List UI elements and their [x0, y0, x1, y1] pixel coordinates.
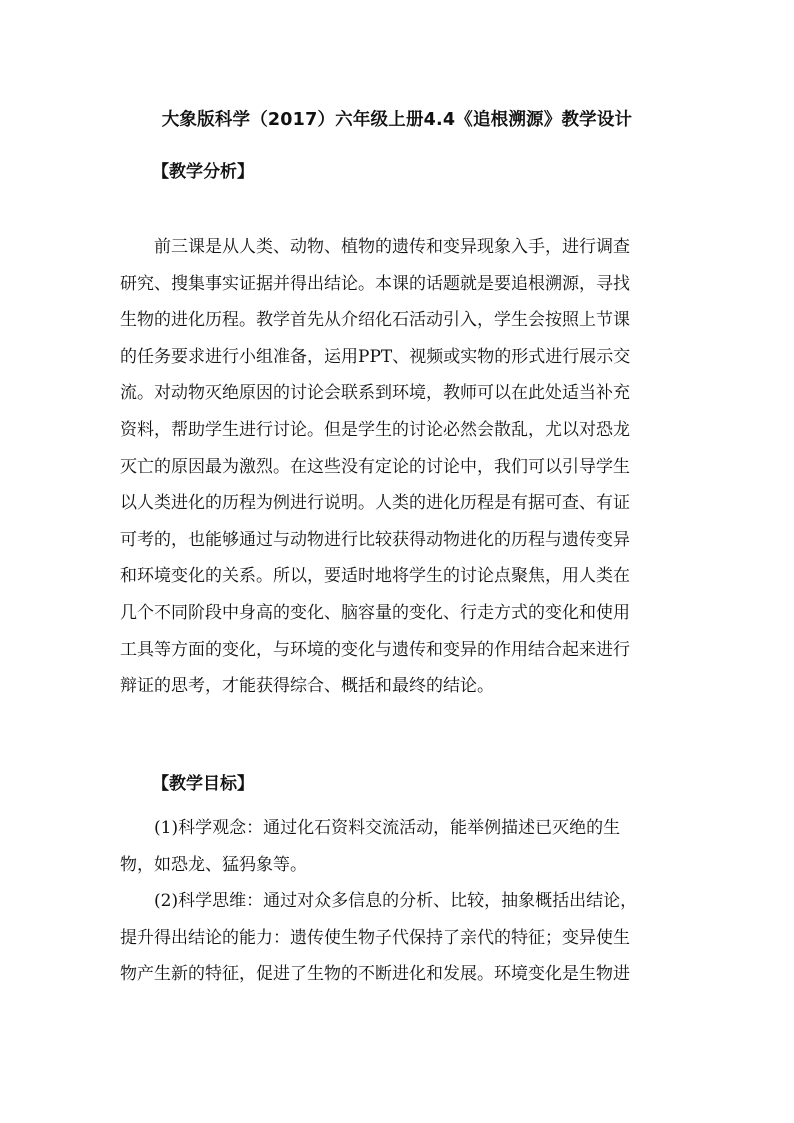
- document-title: 大象版科学（2017）六年级上册4.4《追根溯源》教学设计: [161, 110, 633, 130]
- section-heading-analysis: 【教学分析】: [152, 162, 254, 182]
- text-line: 研究、搜集事实证据并得出结论。本课的话题就是要追根溯源，寻找: [120, 273, 630, 294]
- section-objectives-body: [120, 810, 678, 993]
- text-line: (2)科学思维：通过对众多信息的分析、比较，抽象概括出结论，: [154, 891, 638, 912]
- text-line: 工具等方面的变化，与环境的变化与遗传和变异的作用结合起来进行: [120, 639, 630, 660]
- section-analysis-body: [120, 229, 678, 705]
- text-line: 物产生新的特征，促进了生物的不断进化和发展。环境变化是生物进: [120, 964, 630, 985]
- text-line: 以人类进化的历程为例进行说明。人类的进化历程是有据可查、有证: [120, 493, 630, 514]
- text-line: 几个不同阶段中身高的变化、脑容量的变化、行走方式的变化和使用: [120, 602, 630, 623]
- section-heading-objectives: 【教学目标】: [152, 774, 254, 794]
- paragraph: [120, 810, 678, 883]
- text-line: 辩证的思考，才能获得综合、概括和最终的结论。: [120, 676, 494, 697]
- text-line: 可考的，也能够通过与动物进行比较获得动物进化的历程与遗传变异: [120, 529, 630, 550]
- text-line: 的任务要求进行小组准备，运用PPT、视频或实物的形式进行展示交: [120, 346, 631, 367]
- text-line: 物，如恐龙、猛犸象等。: [120, 854, 307, 875]
- text-line: 生物的进化历程。教学首先从介绍化石活动引入，学生会按照上节课: [120, 310, 630, 331]
- text-line: 提升得出结论的能力：遗传使生物子代保持了亲代的特征；变异使生: [120, 927, 630, 948]
- text-line: (1)科学观念：通过化石资料交流活动，能举例描述已灭绝的生: [154, 818, 621, 838]
- text-line: 流。对动物灭绝原因的讨论会联系到环境，教师可以在此处适当补充: [120, 383, 630, 404]
- text-line: 资料，帮助学生进行讨论。但是学生的讨论必然会散乱，尤以对恐龙: [120, 419, 630, 440]
- paragraph: [120, 229, 678, 705]
- text-line: 前三课是从人类、动物、植物的遗传和变异现象入手，进行调查: [154, 237, 630, 257]
- text-line: 灭亡的原因最为激烈。在这些没有定论的讨论中，我们可以引导学生: [120, 456, 630, 477]
- text-line: 和环境变化的关系。所以，要适时地将学生的讨论点聚焦，用人类在: [120, 566, 630, 587]
- paragraph: [120, 883, 678, 993]
